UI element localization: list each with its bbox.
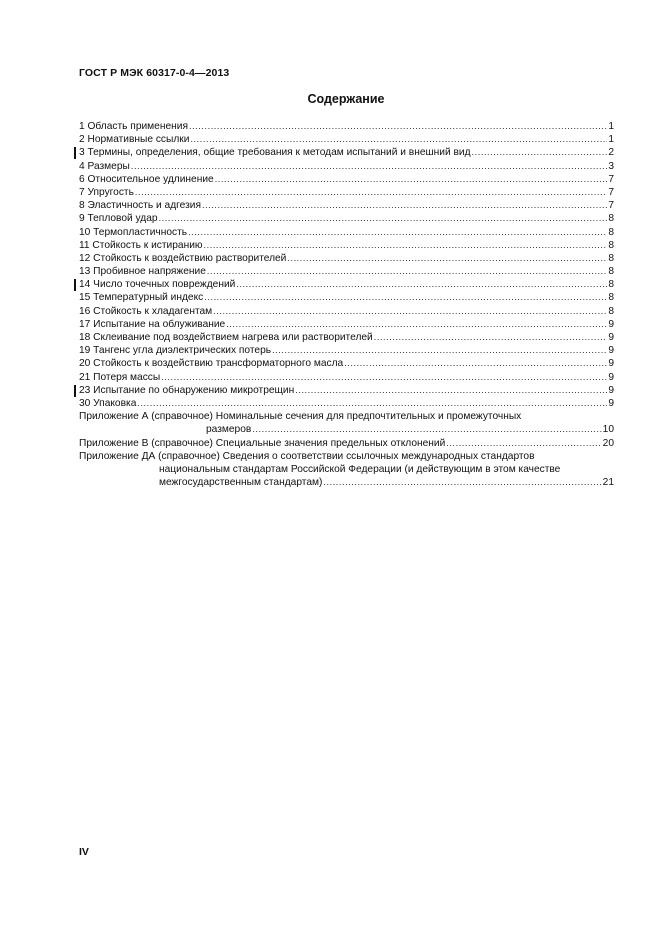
change-marker — [74, 147, 76, 159]
leader-dots — [374, 331, 608, 344]
toc-entry[interactable] — [79, 344, 614, 357]
toc-entry[interactable] — [79, 226, 614, 239]
toc-entry[interactable] — [79, 265, 614, 278]
toc-entry-page: 3 — [608, 160, 614, 172]
toc-entry[interactable] — [79, 146, 614, 159]
toc-entry-label: 16 Стойкость к хладагентам — [79, 305, 213, 317]
toc-entry[interactable] — [79, 305, 614, 318]
toc-entry-label: 14 Число точечных повреждений — [79, 279, 236, 291]
leader-dots — [226, 318, 607, 331]
toc-entry-page: 2 — [608, 147, 614, 159]
toc-entry-page: 8 — [608, 305, 614, 317]
leader-dots — [159, 212, 608, 225]
leader-dots — [295, 384, 607, 397]
leader-dots — [323, 476, 601, 489]
leader-dots — [137, 397, 607, 410]
toc-entry-page: 1 — [608, 134, 614, 146]
toc-entry-label: Приложение В (справочное) Специальные значения предельных отклонений — [79, 437, 446, 449]
toc-entry[interactable] — [79, 212, 614, 225]
toc-entry-label: 7 Упругость — [79, 186, 134, 198]
leader-dots — [287, 252, 607, 265]
toc-entry-label: 20 Стойкость к воздействию трансформаторного масла — [79, 358, 344, 370]
toc-entry-label: 8 Эластичность и адгезия — [79, 200, 201, 212]
toc-entry[interactable] — [79, 120, 614, 133]
toc-entry-page: 8 — [608, 252, 614, 264]
leader-dots — [446, 437, 601, 450]
toc-entry-label: 11 Стойкость к истиранию — [79, 239, 203, 251]
toc-entry[interactable] — [79, 331, 614, 344]
page-number: IV — [79, 846, 89, 858]
toc-entry[interactable] — [79, 318, 614, 331]
toc-entry-label: Приложение А (справочное) Номинальные сечения для предпочтительных и промежуточных — [79, 411, 522, 423]
leader-dots — [202, 199, 607, 212]
toc-entry-page: 20 — [602, 437, 614, 449]
toc-entry-page: 9 — [608, 345, 614, 357]
leader-dots — [190, 133, 607, 146]
toc-entry-label-continuation: межгосударственным стандартам) — [159, 477, 323, 489]
leader-dots — [204, 291, 607, 304]
toc-entry-label: 1 Область применения — [79, 121, 188, 132]
toc-entry[interactable] — [79, 371, 614, 384]
leader-dots — [161, 371, 607, 384]
toc-entry-label-continuation: размеров — [206, 424, 252, 436]
toc-entry-page: 10 — [602, 424, 614, 436]
leader-dots — [207, 265, 607, 278]
toc-entry-label-continuation: национальным стандартам Российской Федерации (и действующим в этом качестве — [159, 463, 561, 475]
toc-entry-label: 17 Испытание на облуживание — [79, 318, 226, 330]
toc-entry[interactable] — [79, 397, 614, 410]
toc-entry-label: 13 Пробивное напряжение — [79, 266, 206, 278]
toc-entry-page: 7 — [608, 200, 614, 212]
toc-entry-page: 8 — [608, 239, 614, 251]
toc-entry-annex-b[interactable] — [79, 437, 614, 450]
toc-entry-page: 9 — [608, 384, 614, 396]
toc-entry[interactable] — [79, 252, 614, 265]
toc-entry-page: 9 — [608, 358, 614, 370]
leader-dots — [215, 173, 608, 186]
toc-entry-label: Приложение ДА (справочное) Сведения о соответствии ссылочных международных стандартов — [79, 450, 535, 462]
toc-entry-page: 9 — [608, 332, 614, 343]
leader-dots — [344, 357, 607, 370]
table-of-contents — [79, 120, 614, 489]
toc-entry-page: 9 — [608, 371, 614, 383]
toc-entry-page: 7 — [608, 173, 614, 185]
toc-entry-label: 6 Относительное удлинение — [79, 173, 214, 185]
standard-code: ГОСТ Р МЭК 60317-0-4—2013 — [79, 67, 230, 79]
toc-entry-list — [79, 120, 614, 410]
change-marker — [74, 385, 76, 397]
toc-entry-label: 19 Тангенс угла диэлектрических потерь — [79, 345, 272, 357]
toc-entry-annex-a[interactable] — [79, 410, 614, 436]
toc-entry[interactable] — [79, 160, 614, 173]
toc-entry-page: 8 — [608, 213, 614, 225]
toc-entry-label: 18 Склеивание под воздействием нагрева или растворителей — [79, 332, 373, 343]
toc-entry-page: 8 — [608, 266, 614, 278]
leader-dots — [204, 239, 608, 252]
toc-entry[interactable] — [79, 239, 614, 252]
toc-entry-label: 12 Стойкость к воздействию растворителей — [79, 252, 287, 264]
toc-entry-label: 9 Тепловой удар — [79, 213, 158, 225]
toc-entry[interactable] — [79, 384, 614, 397]
toc-entry-page: 9 — [608, 318, 614, 330]
toc-entry-page: 8 — [608, 279, 614, 291]
toc-entry[interactable] — [79, 186, 614, 199]
toc-entry-label: 10 Термопластичность — [79, 226, 188, 238]
change-marker — [74, 279, 76, 291]
toc-entry[interactable] — [79, 199, 614, 212]
toc-entry-label: 4 Размеры — [79, 160, 130, 172]
leader-dots — [188, 226, 607, 239]
toc-entry-page: 8 — [608, 226, 614, 238]
toc-entry-annex-da[interactable] — [79, 450, 614, 490]
toc-entry[interactable] — [79, 291, 614, 304]
toc-entry-label: 23 Испытание по обнаружению микротрещин — [79, 384, 295, 396]
leader-dots — [135, 186, 607, 199]
toc-entry-label: 21 Потеря массы — [79, 371, 161, 383]
toc-entry-label: 30 Упаковка — [79, 397, 137, 409]
toc-entry-page: 8 — [608, 292, 614, 304]
toc-entry[interactable] — [79, 357, 614, 370]
toc-entry-page: 1 — [608, 121, 614, 132]
toc-entry-page: 7 — [608, 186, 614, 198]
leader-dots — [252, 423, 601, 436]
toc-entry[interactable] — [79, 278, 614, 291]
leader-dots — [236, 278, 607, 291]
toc-entry-label: 3 Термины, определения, общие требования к методам испытаний и внешний вид — [79, 147, 471, 159]
leader-dots — [213, 305, 607, 318]
leader-dots — [189, 120, 607, 133]
toc-entry[interactable] — [79, 173, 614, 186]
toc-entry-label: 15 Температурный индекс — [79, 292, 204, 304]
toc-entry-page: 9 — [608, 397, 614, 409]
leader-dots — [272, 344, 607, 357]
toc-entry[interactable] — [79, 133, 614, 146]
leader-dots — [131, 160, 607, 173]
toc-entry-page: 21 — [602, 477, 614, 489]
page-title: Содержание — [307, 92, 385, 106]
toc-entry-label: 2 Нормативные ссылки — [79, 134, 190, 146]
leader-dots — [472, 146, 608, 159]
